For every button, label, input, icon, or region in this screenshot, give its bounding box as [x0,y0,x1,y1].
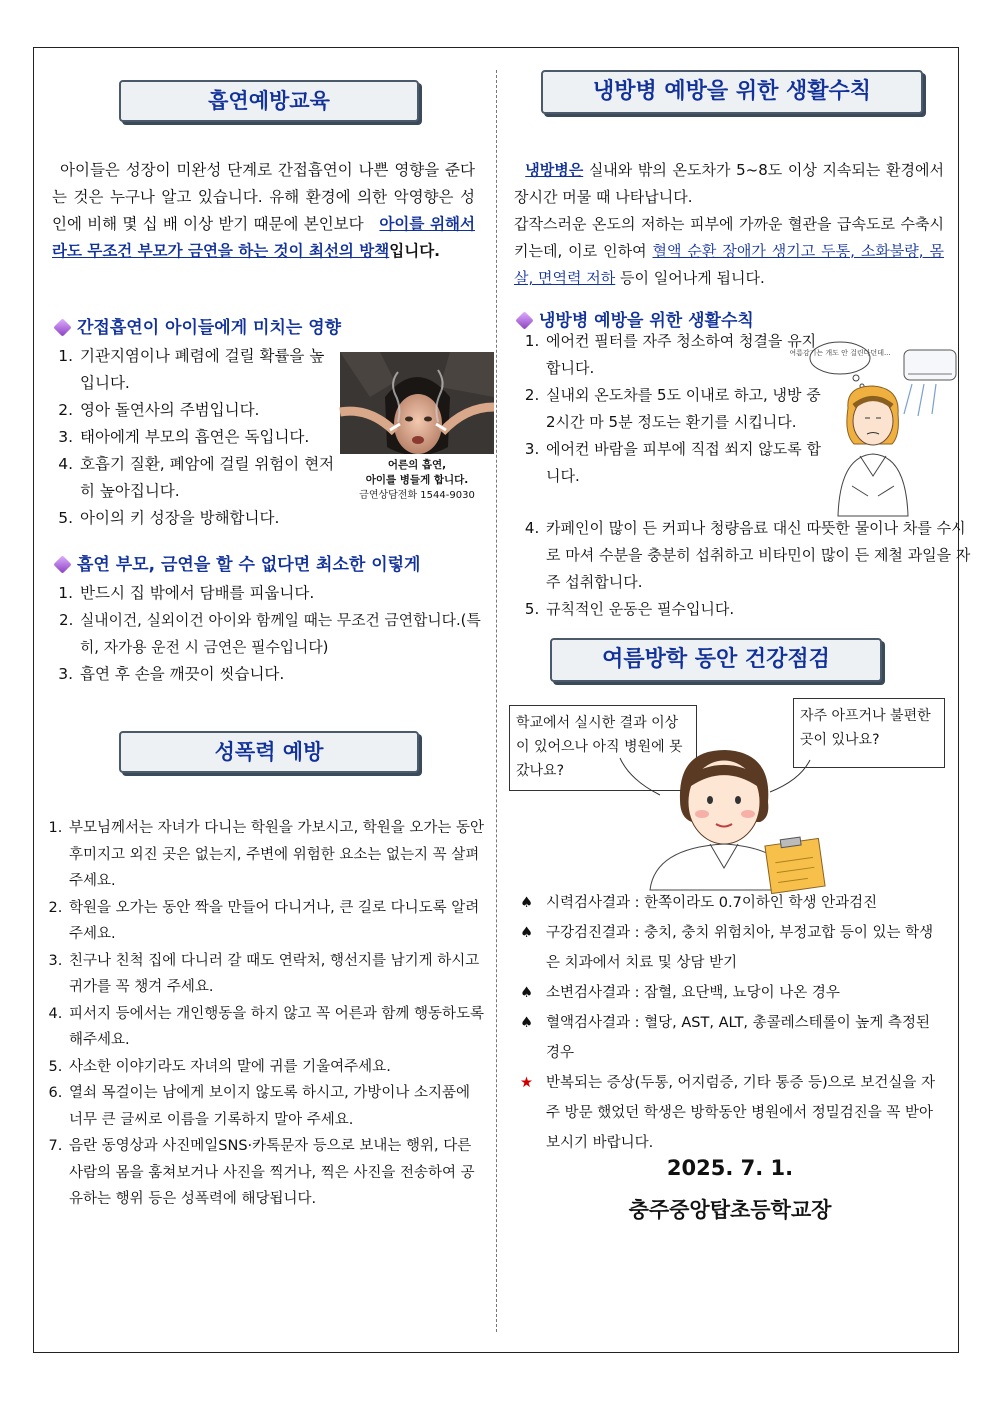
list-item: 3. 친구나 친척 집에 다니러 갈 때도 연락처, 행선지를 남기게 하시고 귀가를 꼭 챙겨 주세요. [67,948,485,1001]
gem-icon [515,311,533,329]
list-item: 6. 열쇠 목걸이는 남에게 보이지 않도록 하시고, 가방이나 소지품에 너무 큰 글씨로 이름을 기록하지 말아 주세요. [67,1080,485,1133]
list-item: 4. 호흡기 질환, 폐암에 걸릴 위험이 현저히 높아집니다. [78,451,336,505]
list-item: 3. 태아에게 부모의 흡연은 독입니다. [78,424,336,451]
column-divider [496,70,497,1332]
list-item: 4. 카페인이 많이 든 커피나 청량음료 대신 따뜻한 물이나 차를 수시로 마셔 수분을 충분히 섭취하고 비타민이 많이 든 제철 과일을 자주 섭취합니다. [544,515,972,596]
spade-icon: ♠ [520,895,533,911]
check-item [518,1068,946,1158]
list-item: 2. 학원을 오가는 동안 짝을 만들어 다니거나, 큰 길로 다니도록 알려주세요. [67,895,485,948]
gem-icon [53,555,71,573]
cooling-intro-end: 등이 일어나게 됩니다. [615,269,765,287]
check-text: 시력검사결과 : 한쪽이라도 0.7이하인 학생 안과검진 [546,895,878,911]
list-item: 1. 반드시 집 밖에서 담배를 피웁니다. [78,580,498,607]
cooling-term: 냉방병은 [525,161,584,179]
speech-bubble-right: 자주 아프거나 불편한 곳이 있나요? [793,698,945,768]
check-text: 혈액검사결과 : 혈당, AST, ALT, 총콜레스테롤이 높게 측정된 경우 [546,1015,930,1061]
list-item: 7. 음란 동영상과 사진메일SNS·카톡문자 등으로 보내는 행위, 다른 사람의 몸을 훔쳐보거나 사진을 찍거나, 찍은 사진을 전송하여 공유하는 행위 등은 성폭력에 해당됩니다. [67,1133,485,1213]
check-text: 구강검진결과 : 충치, 충치 위험치아, 부정교합 등이 있는 학생은 치과에서 치료 및 상담 받기 [546,925,934,971]
list-item: 2. 영아 돌연사의 주범입니다. [78,397,336,424]
effects-list [52,343,336,532]
list-item: 1. 기관지염이나 폐렴에 걸릴 확률을 높입니다. [78,343,336,397]
cooling-rules-heading-text: 냉방병 예방을 위한 생활수칙 [539,311,754,331]
air-conditioner-illustration [789,336,958,516]
spade-icon: ♠ [520,925,533,941]
list-item: 1. 부모님께서는 자녀가 다니는 학원을 가보시고, 학원을 오가는 동안 후미지고 외진 곳은 없는지, 주변에 위험한 요소는 없는지 꼭 살펴 주세요. [67,815,485,895]
doctor-illustration [600,740,840,890]
list-item: 3. 에어컨 바람을 피부에 직접 쐬지 않도록 합니다. [544,436,830,490]
list-item: 1. 에어컨 필터를 자주 청소하여 청결을 유지합니다. [544,328,830,382]
check-text: 소변검사결과 : 잠혈, 요단백, 뇨당이 나온 경우 [546,985,840,1001]
minimum-heading-text: 흡연 부모, 금연을 할 수 없다면 최소한 이렇게 [77,555,421,575]
check-text: 반복되는 증상(두통, 어지럼증, 기타 통증 등)으로 보건실을 자주 방문 했었던 학생은 방학동안 병원에서 정밀검진을 꼭 받아 보시기 바랍니다. [546,1075,935,1151]
list-item: 4. 피서지 등에서는 개인행동을 하지 않고 꼭 어른과 함께 행동하도록 해주세요. [67,1001,485,1054]
star-icon: ★ [520,1075,533,1091]
check-item [518,918,946,978]
thought-text: 여름감기는 개도 안 걸린다던데... [789,349,891,357]
cooling-intro-a: 실내와 밖의 온도차가 5~8도 이상 지속되는 환경에서 장시간 머물 때 나타납니다. [514,161,944,206]
cooling-intro-emphasis: 혈액 순환 장애가 생기고 두통, 소화불량, 몸살, 면역력 저하 [514,242,944,287]
cooling-rules-list [518,328,830,490]
poster-line-2: 아이를 병들게 합니다. [365,474,469,486]
cooling-intro [514,157,944,292]
cooling-intro-b: 갑작스러운 온도의 저하는 피부에 가까운 혈관을 급속도로 수축시키는데, 이로 인하여 [514,215,944,260]
smoking-intro-end: 입니다. [389,242,441,260]
list-item: 5. 아이의 키 성장을 방해합니다. [78,505,336,532]
list-item: 5. 사소한 이야기라도 자녀의 말에 귀를 기울여주세요. [67,1054,485,1081]
smoking-intro [52,157,475,265]
violence-list [47,815,485,1213]
list-item: 5. 규칙적인 운동은 필수입니다. [544,596,972,623]
smoking-title: 흡연예방교육 [119,80,419,122]
poster-line-3: 금연상담전화 1544-9030 [359,490,475,501]
violence-title: 성폭력 예방 [119,731,419,773]
check-item [518,1008,946,1068]
list-item: 2. 실내이건, 실외이건 아이와 함께일 때는 무조건 금연합니다.(특히, 자가용 운전 시 금연은 필수입니다) [78,607,498,661]
anti-smoking-poster [340,352,494,512]
health-checklist [518,888,946,1158]
check-item [518,888,946,918]
poster-caption [340,454,494,512]
spade-icon: ♠ [520,1015,533,1031]
footer-date: 2025. 7. 1. [666,1156,794,1180]
doctor-drawing [600,740,840,890]
smoking-intro-emphasis: 아이를 위해서라도 무조건 부모가 금연을 하는 것이 최선의 방책 [52,215,475,260]
health-title: 여름방학 동안 건강점검 [550,638,882,682]
cold-woman-drawing [789,336,958,516]
effects-heading [56,313,341,338]
poster-line-1: 어른의 흡연, [387,459,447,471]
speech-bubble-left: 학교에서 실시한 결과 이상이 있어으나 아직 병원에 못 갔나요? [509,705,697,791]
footer-school: 충주중앙탑초등학교장 [628,1198,832,1222]
effects-heading-text: 간접흡연이 아이들에게 미치는 영향 [77,318,342,338]
smoking-intro-text: 아이들은 성장이 미완성 단계로 간접흡연이 나쁜 영향을 준다는 것은 누구나 알고 있습니다. 유해 환경에 의한 악영향은 성인에 비해 몇 십 배 이상 받기 때문에 본인보다 [52,161,475,233]
spade-icon: ♠ [520,985,533,1001]
gem-icon [53,318,71,336]
list-item: 3. 흡연 후 손을 깨끗이 씻습니다. [78,661,498,688]
cooling-title: 냉방병 예방을 위한 생활수칙 [541,70,923,114]
cooling-rules-list-cont [518,515,972,623]
minimum-heading [56,550,420,575]
check-item [518,978,946,1008]
list-item: 2. 실내외 온도차를 5도 이내로 하고, 냉방 중 2시간 마 5분 정도는 환기를 시킵니다. [544,382,830,436]
minimum-list [52,580,498,688]
